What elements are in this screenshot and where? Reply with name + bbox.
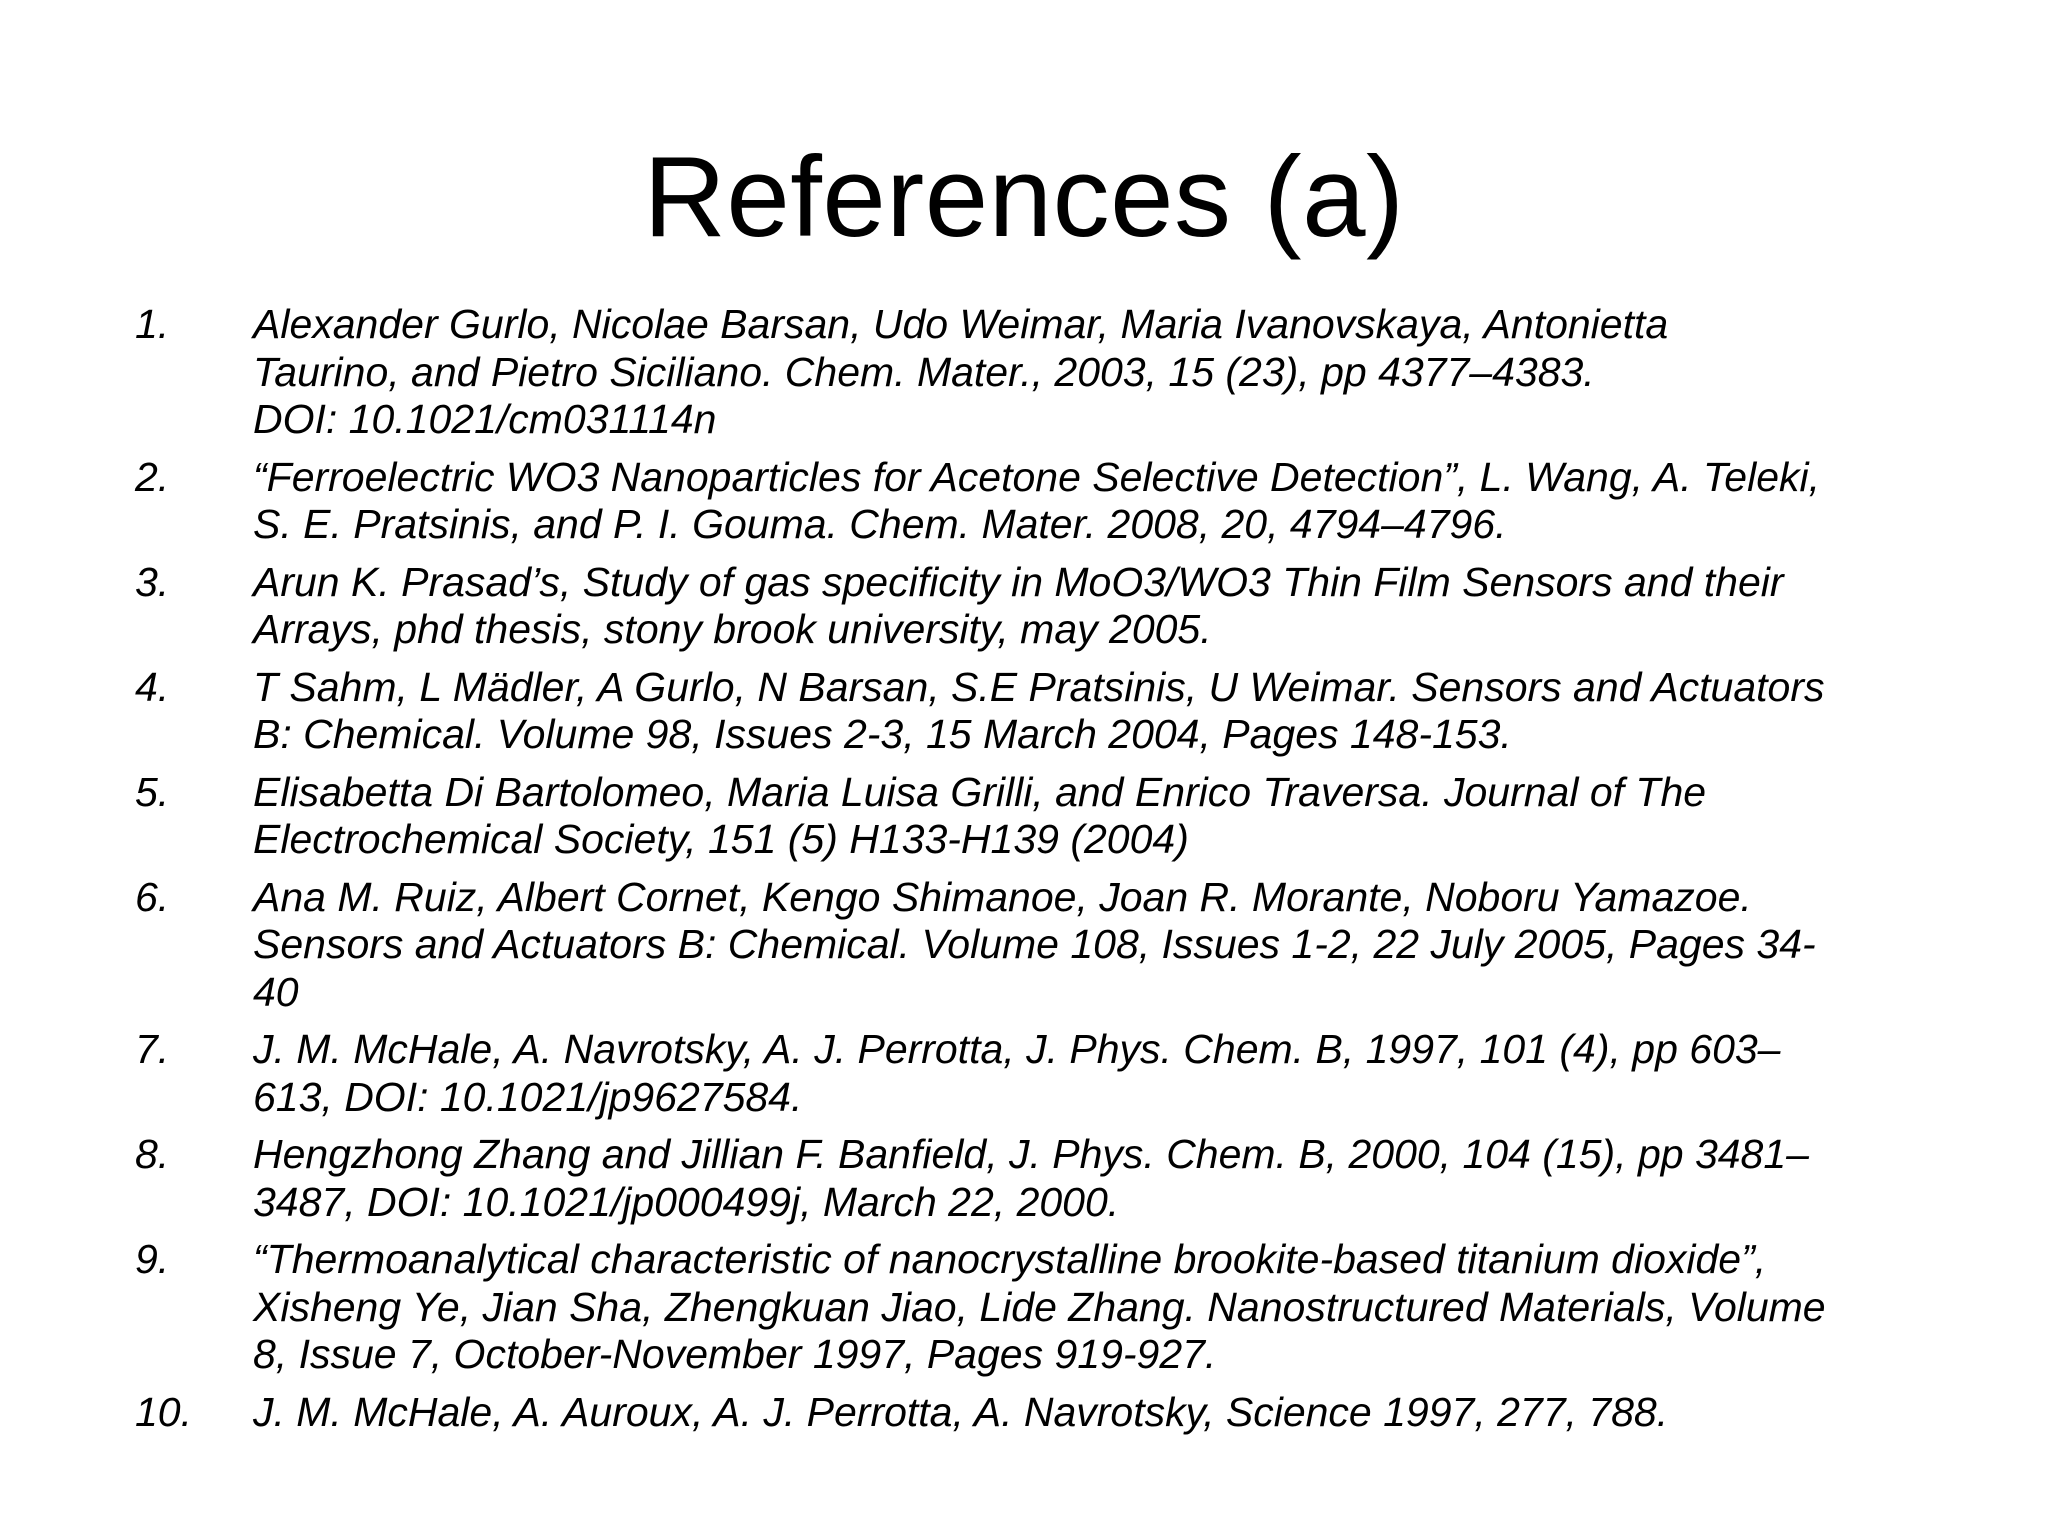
reference-item-2 <box>135 454 1965 549</box>
slide-title: References (a) <box>643 134 1405 261</box>
reference-item-3 <box>135 559 1965 654</box>
reference-item-9 <box>135 1236 1965 1379</box>
reference-number: 4. <box>135 663 170 710</box>
reference-item-7 <box>135 1026 1965 1121</box>
reference-list <box>135 301 1965 1446</box>
reference-text: J. M. McHale, A. Navrotsky, A. J. Perrotta, J. Phys. Chem. B, 1997, 101 (4), pp 603– 613, DOI: 10.1021/jp9627584. <box>253 1026 1781 1120</box>
reference-number: 5. <box>135 768 170 815</box>
reference-text: Arun K. Prasad’s, Study of gas specificity in MoO3/WO3 Thin Film Sensors and their Arrays, phd thesis, stony brook university, may 2005. <box>253 558 1784 652</box>
reference-item-5 <box>135 769 1965 864</box>
reference-text: “Ferroelectric WO3 Nanoparticles for Acetone Selective Detection”, L. Wang, A. Teleki, S. E. Pratsinis, and P. I. Gouma. Chem. Mater. 2008, 20, 4794–4796. <box>253 453 1821 547</box>
reference-text: T Sahm, L Mädler, A Gurlo, N Barsan, S.E Pratsinis, U Weimar. Sensors and Actuators B: Chemical. Volume 98, Issues 2-3, 15 March 2004, Pages 148-153. <box>253 663 1825 757</box>
reference-number: 7. <box>135 1026 170 1072</box>
reference-item-6 <box>135 874 1965 1017</box>
reference-text: Alexander Gurlo, Nicolae Barsan, Udo Weimar, Maria Ivanovskaya, Antonietta Taurino, and Pietro Siciliano. Chem. Mater., 2003, 15 (23), pp 4377–4383. DOI: 10.1021/cm031114n <box>253 301 1669 442</box>
reference-number: 8. <box>135 1131 170 1177</box>
reference-number: 2. <box>135 453 170 500</box>
reference-item-8 <box>135 1131 1965 1226</box>
reference-number: 1. <box>135 301 170 347</box>
reference-text: Hengzhong Zhang and Jillian F. Banfield, J. Phys. Chem. B, 2000, 104 (15), pp 3481– 3487, DOI: 10.1021/jp000499j, March 22, 2000. <box>253 1131 1809 1225</box>
reference-number: 6. <box>135 873 170 920</box>
reference-item-10 <box>135 1389 1965 1437</box>
reference-number: 9. <box>135 1236 170 1282</box>
reference-item-4 <box>135 664 1965 759</box>
reference-number: 3. <box>135 558 170 605</box>
reference-item-1 <box>135 301 1965 444</box>
reference-text: Elisabetta Di Bartolomeo, Maria Luisa Grilli, and Enrico Traversa. Journal of The Electrochemical Society, 151 (5) H133-H139 (2004) <box>253 768 1707 862</box>
reference-text: “Thermoanalytical characteristic of nanocrystalline brookite-based titanium dioxide”, Xisheng Ye, Jian Sha, Zhengkuan Jiao, Lide Zhang. Nanostructured Materials, Volume 8, Issue 7, October-November 1997, Pages 919-927. <box>253 1236 1826 1377</box>
reference-text: J. M. McHale, A. Auroux, A. J. Perrotta, A. Navrotsky, Science 1997, 277, 788. <box>253 1388 1669 1435</box>
reference-number: 10. <box>135 1388 192 1435</box>
reference-text: Ana M. Ruiz, Albert Cornet, Kengo Shimanoe, Joan R. Morante, Noboru Yamazoe. Sensors and Actuators B: Chemical. Volume 108, Issues 1-2, 22 July 2005, Pages 34- 40 <box>253 873 1816 1015</box>
